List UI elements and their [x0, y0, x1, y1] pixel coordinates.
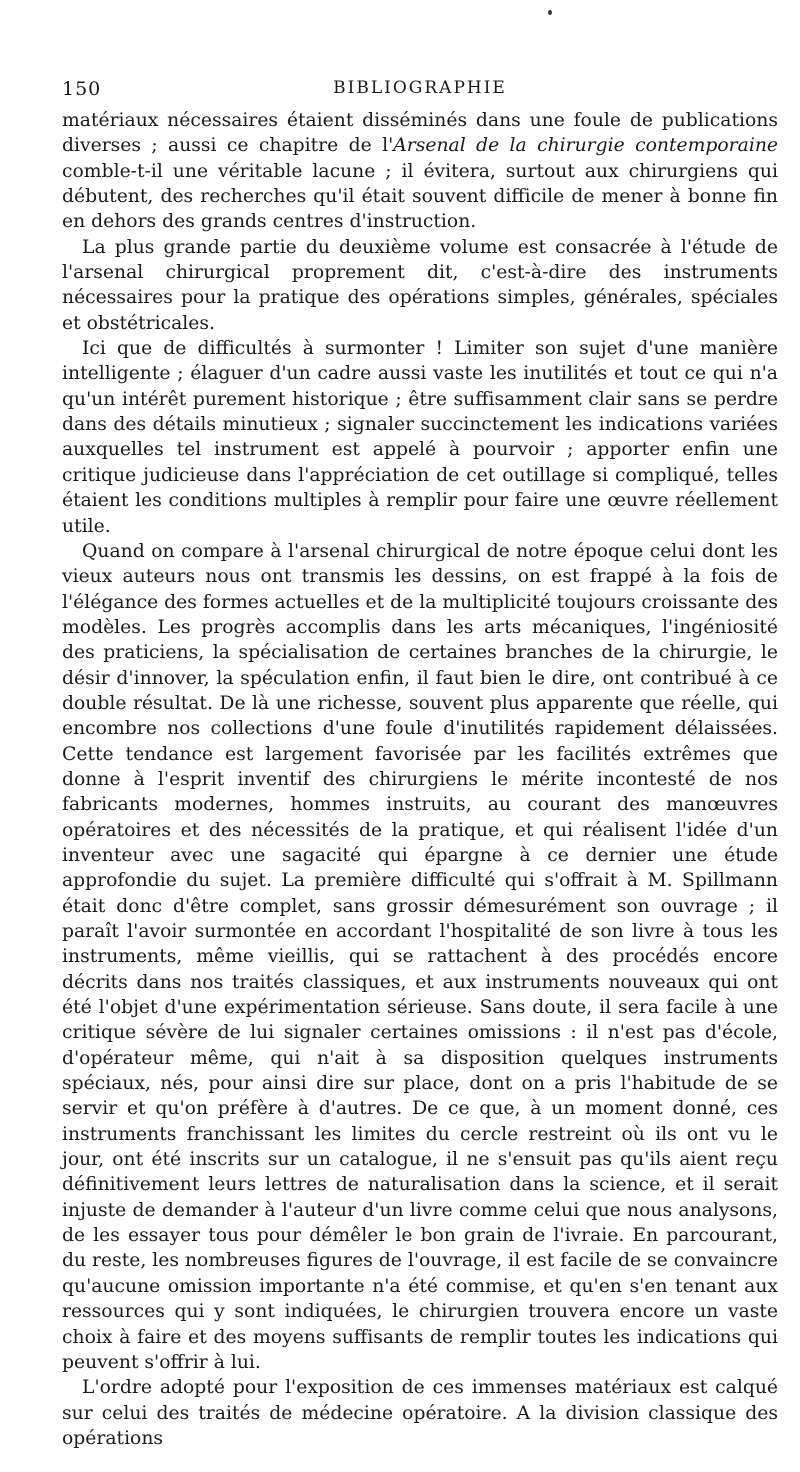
- paragraph-4-text: Quand on compare à l'arsenal chirurgical de notre époque celui dont les vieux auteurs nous ont transmis les dessins, on est frappé à la fois de l'élégance des formes actuelles et de la multiplicité toujours croissante des modèles. Les progrès accomplis dans les arts mécaniques, l'ingéniosité des praticiens, la spécialisation de certaines branches de la chirurgie, le désir d'innover, la spéculation enfin, il faut bien le dire, ont contribué à ce double résultat. De là une richesse, souvent plus apparente que réelle, qui encombre nos collections d'une foule d'inutilités rapidement délaissées. Cette tendance est largement favorisée par les facilités extrêmes que donne à l'esprit inventif des chirurgiens le mérite incontesté de nos fabricants modernes, hommes instruits, au courant des manœuvres opératoires et des nécessités de la pratique, et qui réalisent l'idée d'un inventeur avec une sagacité qui épargne à ce dernier une étude approfondie du sujet. La première difficulté qui s'offrait à M. Spillmann était donc d'être complet, sans grossir démesurément son ouvrage ; il paraît l'avoir surmontée en accordant l'hospitalité de son livre à tous les instruments, même vieillis, qui se rattachent à des procédés encore décrits dans nos traités classiques, et aux instruments nouveaux qui ont été l'objet d'une expérimentation sérieuse. Sans doute, il sera facile à une critique sévère de lui signaler certaines omissions : il n'est pas d'école, d'opérateur même, qui n'ait à sa disposition quelques instruments spéciaux, nés, pour ainsi dire sur place, dont on a pris l'habitude de se servir et qu'on préfère à d'autres. De ce que, à un moment donné, ces instruments franchissant les limites du cercle restreint où ils ont vu le jour, ont été inscrits sur un catalogue, il ne s'ensuit pas qu'ils aient reçu définitivement leurs lettres de naturalisation dans la science, et il serait injuste de demander à l'auteur d'un livre comme celui que nous analysons, de les essayer tous pour démêler le bon grain de l'ivraie. En parcourant, du reste, les nombreuses figures de l'ouvrage, il est facile de se convaincre qu'aucune omission importante n'a été commise, et qu'en s'en tenant aux ressources qui y sont indiquées, le chirurgien trouvera encore un vaste choix à faire et des moyens suffisants de remplir toutes les indications qui peuvent s'offrir à lui.: [62, 540, 778, 1373]
- paragraph-2-text: La plus grande partie du deuxième volume est consacrée à l'étude de l'arsenal chirurgical proprement dit, c'est-à-dire des instruments nécessaires pour la pratique des opérations simples, générales, spéciales et obstétricales.: [62, 236, 778, 334]
- page-header: [62, 70, 778, 108]
- ink-speck: [548, 10, 552, 15]
- body-text: [62, 108, 778, 1451]
- paragraph-3: [62, 336, 778, 539]
- paragraph-4: [62, 539, 778, 1375]
- book-title-emphasis: Arsenal de la chirurgie contemporaine: [393, 135, 778, 157]
- page-number: 150: [62, 78, 102, 100]
- running-title: BIBLIOGRAPHIE: [333, 78, 507, 98]
- paragraph-1: [62, 108, 778, 235]
- book-page: [62, 70, 778, 1460]
- paragraph-5: [62, 1375, 778, 1451]
- paragraph-1-text-b: comble-t-il une véritable lacune ; il évitera, surtout aux chirurgiens qui débutent, des recherches qu'il était souvent difficile de mener à bonne fin en dehors des grands centres d'instruction.: [62, 160, 778, 233]
- paragraph-2: [62, 235, 778, 336]
- paragraph-3-text: Ici que de difficultés à surmonter ! Limiter son sujet d'une manière intelligente ; élaguer d'un cadre aussi vaste les inutilités et tout ce qui n'a qu'un intérêt purement historique ; être suffisamment clair sans se perdre dans des détails minutieux ; signaler succinctement les indications variées auxquelles tel instrument est appelé à pourvoir ; apporter enfin une critique judicieuse dans l'appréciation de cet outillage si compliqué, telles étaient les conditions multiples à remplir pour faire une œuvre réellement utile.: [62, 338, 778, 537]
- paragraph-5-text: L'ordre adopté pour l'exposition de ces immenses matériaux est calqué sur celui des traités de médecine opératoire. A la division classique des opérations: [62, 1377, 778, 1449]
- paragraph-1-text-a: matériaux nécessaires étaient disséminés dans une foule de publications diverses ; aussi ce chapitre de l': [62, 110, 778, 157]
